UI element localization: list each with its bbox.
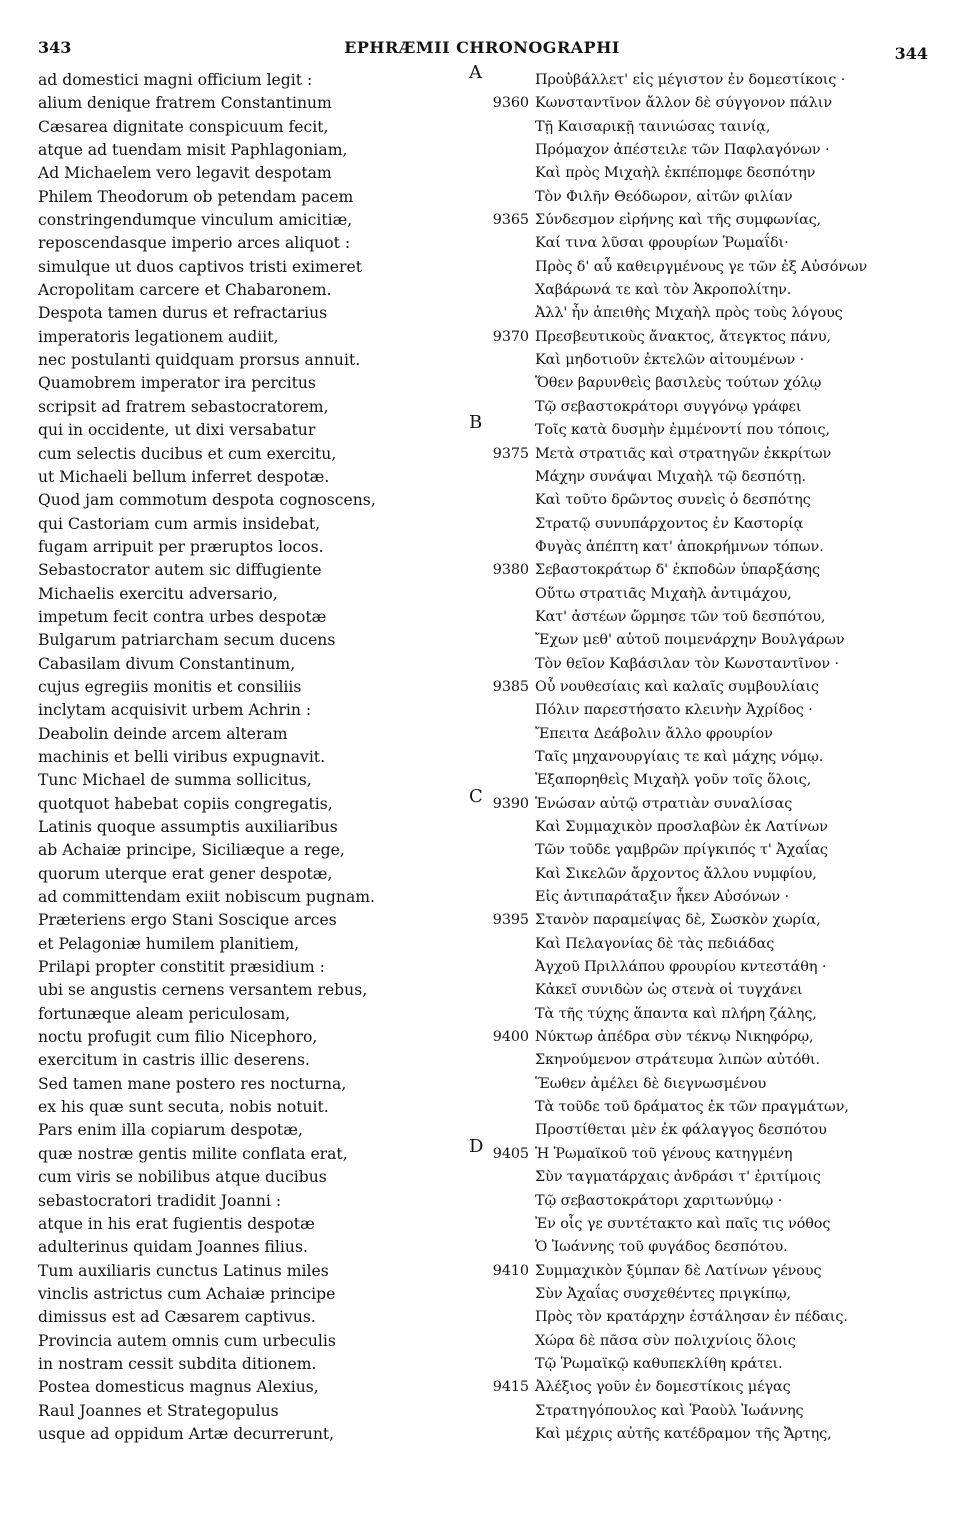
greek-line <box>535 839 955 862</box>
greek-line <box>535 1283 955 1306</box>
line-number: 9390 <box>492 795 529 812</box>
greek-line-text: Οὕτω στρατιᾶς Μιχαὴλ ἀντιμάχου, <box>535 585 792 602</box>
greek-line-text: Ἔχων μεθ' αὑτοῦ ποιμενάρχην Βουλγάρων <box>535 632 845 649</box>
greek-line <box>535 886 955 909</box>
greek-line-text: Τοῖς κατὰ δυσμὴν ἐμμένοντί που τόποις, <box>535 422 830 439</box>
greek-line <box>535 116 955 139</box>
greek-line-text: Τῶν τοῦδε γαμβρῶν πρίγκιπός τ' Ἀχαΐας <box>535 842 828 859</box>
latin-line: Sebastocrator autem sic diffugiente <box>38 561 322 580</box>
greek-line-text: Σὺν Ἀχαΐας συσχεθέντες πριγκίπῳ, <box>535 1285 791 1302</box>
latin-line: adulterinus quidam Joannes filius. <box>38 1238 308 1257</box>
greek-line-text: Ταῖς μηχανουργίαις τε καὶ μάχης νόμῳ. <box>535 748 824 765</box>
line-number: 9395 <box>492 912 529 929</box>
greek-line <box>535 1306 955 1329</box>
greek-line <box>535 746 955 769</box>
greek-line-text: Καὶ Πελαγονίας δὲ τὰς πεδιάδας <box>535 935 775 952</box>
greek-line <box>535 186 955 209</box>
greek-line <box>492 1376 955 1399</box>
greek-line-text: Τῷ σεβαστοκράτορι χαριτωνύμῳ · <box>535 1192 783 1209</box>
latin-line: fugam arripuit per præruptos locos. <box>38 537 324 556</box>
greek-line <box>535 769 955 792</box>
page-number-right: 344 <box>894 44 928 63</box>
latin-line: Ad Michaelem vero legavit despotam <box>38 164 332 183</box>
greek-line-text: Καὶ τοῦτο δρῶντος συνεὶς ὁ δεσπότης <box>535 492 811 509</box>
latin-column <box>38 69 478 1446</box>
latin-line: Cæsarea dignitate conspicuum fecit, <box>38 117 329 136</box>
greek-line <box>492 326 955 349</box>
greek-line <box>535 466 955 489</box>
greek-line <box>535 396 955 419</box>
greek-line <box>535 256 955 279</box>
latin-line: quorum uterque erat gener despotæ, <box>38 864 333 883</box>
greek-line <box>535 1213 955 1236</box>
greek-line <box>535 1073 955 1096</box>
latin-line: vinclis astrictus cum Achaiæ principe <box>38 1284 336 1303</box>
latin-line: machinis et belli viribus expugnavit. <box>38 747 326 766</box>
greek-line-text: Μετὰ στρατιᾶς καὶ στρατηγῶν ἐκκρίτων <box>535 445 832 462</box>
latin-line: Tum auxiliaris cunctus Latinus miles <box>38 1261 329 1280</box>
latin-line: Tunc Michael de summa sollicitus, <box>38 771 312 790</box>
latin-line: quotquot habebat copiis congregatis, <box>38 794 333 813</box>
latin-line: Præteriens ergo Stani Soscique arces <box>38 911 337 930</box>
greek-line-text: Φυγὰς ἀπέπτη κατ' ἀποκρήμνων τόπων. <box>535 538 824 555</box>
latin-line: Despota tamen durus et refractarius <box>38 304 328 323</box>
greek-line <box>535 279 955 302</box>
latin-line: cujus egregiis monitis et consiliis <box>38 677 302 696</box>
greek-line-text: Καὶ μέχρις αὐτῆς κατέδραμον τῆς Ἄρτης, <box>535 1425 832 1442</box>
latin-line: qui Castoriam cum armis insidebat, <box>38 514 321 533</box>
greek-line <box>535 956 955 979</box>
greek-line-text: Χώρα δὲ πᾶσα σὺν πολιχνίοις ὅλοις <box>535 1332 796 1349</box>
greek-line <box>535 1353 955 1376</box>
latin-line: Prilapi propter constitit præsidium : <box>38 958 325 977</box>
latin-line: Acropolitam carcere et Chabaronem. <box>38 281 332 300</box>
greek-line-text: Τῷ σεβαστοκράτορι συγγόνῳ γράφει <box>535 398 802 415</box>
greek-line <box>535 699 955 722</box>
greek-line <box>492 559 955 582</box>
page-number-left: 343 <box>38 38 72 57</box>
greek-line <box>492 443 955 466</box>
greek-line <box>535 1003 955 1026</box>
latin-line: Philem Theodorum ob petendam pacem <box>38 187 354 206</box>
greek-line <box>492 1260 955 1283</box>
greek-line-text: Συμμαχικὸν ξύμπαν δὲ Λατίνων γένους <box>535 1262 822 1279</box>
greek-line <box>535 1400 955 1423</box>
latin-line: cum viris se nobilibus atque ducibus <box>38 1168 327 1187</box>
greek-line-text: Σκηνούμενον στράτευμα λιπὼν αὐτόθι. <box>535 1052 821 1069</box>
greek-line-text: Χαβάρωνά τε καὶ τὸν Ἀκροπολίτην. <box>535 282 792 299</box>
greek-line-text: Καὶ Σικελῶν ἄρχοντος ἄλλου νυμφίου, <box>535 865 817 882</box>
greek-line-text: Καὶ μηδοτιοῦν ἐκτελῶν αἰτουμένων · <box>535 352 805 369</box>
greek-line <box>535 513 955 536</box>
section-marker: A <box>469 62 482 83</box>
section-marker: C <box>469 785 483 807</box>
latin-line: sebastocratori tradidit Joanni : <box>38 1191 282 1210</box>
greek-line <box>535 933 955 956</box>
latin-line: cum selectis ducibus et cum exercitu, <box>38 444 337 463</box>
latin-line: noctu profugit cum filio Nicephoro, <box>38 1028 318 1047</box>
greek-line-text: Ὅθεν βαρυνθεὶς βασιλεὺς τούτων χόλῳ <box>535 375 822 392</box>
greek-line <box>469 62 955 92</box>
line-number: 9370 <box>492 328 529 345</box>
latin-line: simulque ut duos captivos tristi eximeret <box>38 257 362 276</box>
greek-line-text: Πρὸς δ' αὖ καθειργμένους γε τῶν ἐξ Αὐσόνων <box>535 258 868 275</box>
greek-line <box>535 1166 955 1189</box>
greek-line <box>535 489 955 512</box>
greek-line <box>492 909 955 932</box>
greek-line <box>535 606 955 629</box>
greek-line <box>535 723 955 746</box>
greek-line <box>535 162 955 185</box>
greek-line <box>535 232 955 255</box>
latin-line: dimissus est ad Cæsarem captivus. <box>38 1308 316 1327</box>
latin-line: inclytam acquisivit urbem Achrin : <box>38 701 312 720</box>
latin-line: usque ad oppidum Artæ decurrerunt, <box>38 1424 335 1443</box>
latin-line: nec postulanti quidquam prorsus annuit. <box>38 351 361 370</box>
greek-line-text: Τὰ τῆς τύχης ἅπαντα καὶ πλήρη ζάλης, <box>535 1005 817 1022</box>
latin-line: reposcendasque imperio arces aliquot : <box>38 234 351 253</box>
line-number: 9400 <box>492 1029 529 1046</box>
greek-line <box>535 1423 955 1446</box>
latin-line: ex his quæ sunt secuta, nobis notuit. <box>38 1098 329 1117</box>
greek-line <box>535 1190 955 1213</box>
greek-line-text: Τῇ Καισαρικῇ ταινιώσας ταινίᾳ, <box>535 118 771 135</box>
greek-line <box>535 816 955 839</box>
greek-line-text: Τὸν θεῖον Καβάσιλαν τὸν Κωνσταντῖνον · <box>535 655 840 672</box>
line-number: 9405 <box>492 1145 529 1162</box>
section-marker: D <box>469 1135 484 1157</box>
line-number: 9365 <box>492 212 529 229</box>
latin-line: Sed tamen mane postero res nocturna, <box>38 1074 347 1093</box>
greek-line <box>535 1236 955 1259</box>
latin-line: imperatoris legationem audiit, <box>38 327 279 346</box>
greek-line <box>535 653 955 676</box>
greek-line <box>535 979 955 1002</box>
latin-line: Raul Joannes et Strategopulus <box>38 1401 279 1420</box>
greek-line <box>535 1119 955 1142</box>
greek-line-text: Ἑνώσαν αὐτῷ στρατιὰν συναλίσας <box>535 795 793 812</box>
greek-line <box>535 139 955 162</box>
greek-line <box>535 1096 955 1119</box>
latin-line: quæ nostræ gentis milite conflata erat, <box>38 1144 348 1163</box>
greek-line-text: Στανὸν παραμείψας δὲ, Σωσκὸν χωρία, <box>535 912 821 929</box>
latin-line: fortunæque aleam periculosam, <box>38 1004 291 1023</box>
greek-line-text: Ἐν οἷς γε συντέτακτο καὶ παῖς τις νόθος <box>535 1215 831 1232</box>
latin-line: ad domestici magni officium legit : <box>38 71 313 89</box>
latin-line: Quamobrem imperator ira percitus <box>38 374 316 393</box>
latin-line: Pars enim illa copiarum despotæ, <box>38 1121 303 1140</box>
greek-line <box>535 1330 955 1353</box>
latin-line: Deabolin deinde arcem alteram <box>38 724 288 743</box>
greek-line-text: Στρατηγόπουλος καὶ Ῥαοὺλ Ἰωάννης <box>535 1402 804 1419</box>
section-marker: B <box>469 412 483 434</box>
latin-line: Cabasilam divum Constantinum, <box>38 654 296 673</box>
greek-line-text: Στρατῷ συνυπάρχοντος ἐν Καστορίᾳ <box>535 515 804 532</box>
latin-line: ubi se angustis cernens versantem rebus, <box>38 981 368 1000</box>
greek-line <box>469 785 955 816</box>
greek-line-text: Εἰς ἀντιπαράταξιν ἧκεν Αὐσόνων · <box>535 889 789 906</box>
latin-line: Bulgarum patriarcham secum ducens <box>38 631 336 650</box>
line-number: 9380 <box>492 562 529 579</box>
greek-line-text: Τὸν Φιλῆν Θεόδωρον, αἰτῶν φιλίαν <box>535 188 793 205</box>
greek-line-text: Σὺν ταγματάρχαις ἀνδράσι τ' ἐριτίμοις <box>535 1169 821 1186</box>
latin-line: atque in his erat fugientis despotæ <box>38 1214 315 1233</box>
greek-line <box>535 863 955 886</box>
greek-line <box>492 92 955 115</box>
greek-line <box>469 1135 955 1166</box>
greek-line-text: Ἀγχοῦ Πριλλάπου φρουρίου κντεστάθη · <box>535 959 827 976</box>
greek-line-text: Πρεσβευτικοὺς ἄνακτος, ἄτεγκτος πάνυ, <box>535 328 832 345</box>
latin-line: atque ad tuendam misit Paphlagoniam, <box>38 141 348 160</box>
greek-line-text: Κἀκεῖ συνιδὼν ὡς στενὰ οἱ τυγχάνει <box>535 982 803 999</box>
page-header <box>0 38 964 62</box>
greek-line <box>535 1049 955 1072</box>
greek-column <box>469 62 955 1446</box>
greek-line-text: Προὐβάλλετ' εἰς μέγιστον ἐν δομεστίκοις · <box>535 72 846 88</box>
greek-line-text: Ἐξαπορηθεὶς Μιχαὴλ γοῦν τοῖς ὅλοις, <box>535 772 812 789</box>
greek-line-text: Ἡ Ῥωμαϊκοῦ τοῦ γένους κατηγμένη <box>535 1145 793 1162</box>
greek-line-text: Καὶ πρὸς Μιχαὴλ ἐκπέπομφε δεσπότην <box>535 165 816 182</box>
latin-line: exercitum in castris illic deserens. <box>38 1051 310 1070</box>
latin-line: Postea domesticus magnus Alexius, <box>38 1378 319 1397</box>
greek-line <box>535 372 955 395</box>
greek-line-text: Τῷ Ῥωμαϊκῷ καθυπεκλίθη κράτει. <box>535 1355 783 1372</box>
latin-line: constringendumque vinculum amicitiæ, <box>38 211 353 230</box>
greek-line <box>535 629 955 652</box>
greek-line-text: Καί τινα λῦσαι φρουρίων Ῥωμαΐδι· <box>535 235 789 252</box>
greek-line-text: Πόλιν παρεστήσατο κλεινὴν Ἀχρίδος · <box>535 702 813 719</box>
greek-line-text: Τὰ τοῦδε τοῦ δράματος ἐκ τῶν πραγμάτων, <box>535 1099 849 1116</box>
latin-line: alium denique fratrem Constantinum <box>38 94 332 113</box>
line-number: 9375 <box>492 445 529 462</box>
latin-line: Quod jam commotum despota cognoscens, <box>38 491 376 510</box>
line-number: 9415 <box>492 1379 529 1396</box>
line-number: 9385 <box>492 678 529 695</box>
latin-line: qui in occidente, ut dixi versabatur <box>38 421 316 440</box>
greek-line-text: Καὶ Συμμαχικὸν προσλαβὼν ἐκ Λατίνων <box>535 819 828 835</box>
greek-line-text: Ἀλέξιος γοῦν ἐν δομεστίκοις μέγας <box>535 1379 791 1396</box>
greek-line <box>535 349 955 372</box>
latin-line: ab Achaiæ principe, Siciliæque a rege, <box>38 841 345 860</box>
greek-line-text: Σύνδεσμον εἰρήνης καὶ τῆς συμφωνίας, <box>535 212 822 229</box>
running-title: EPHRÆMII CHRONOGRAPHI <box>344 38 620 57</box>
greek-line-text: Σεβαστοκράτωρ δ' ἐκποδὼν ὑπαρξάσης <box>535 562 820 579</box>
latin-line: Michaelis exercitu adversario, <box>38 584 278 603</box>
greek-line <box>535 583 955 606</box>
line-number: 9360 <box>492 95 529 112</box>
greek-line-text: Κατ' ἀστέων ὥρμησε τῶν τοῦ δεσπότου, <box>535 608 826 625</box>
greek-line-text: Ὁ Ἰωάννης τοῦ φυγάδος δεσπότου. <box>535 1239 788 1256</box>
greek-line <box>492 209 955 232</box>
greek-line <box>535 536 955 559</box>
greek-line-text: Νύκτωρ ἀπέδρα σὺν τέκνῳ Νικηφόρῳ, <box>535 1029 814 1046</box>
greek-line-text: Ἕωθεν ἀμέλει δὲ διεγνωσμένου <box>535 1075 767 1092</box>
greek-line <box>492 1026 955 1049</box>
greek-line-text: Πρὸς τὸν κρατάρχην ἐστάλησαν ἐν πέδαις. <box>535 1309 848 1326</box>
greek-line <box>492 676 955 699</box>
latin-line: ad committendam exiit nobiscum pugnam. <box>38 888 375 907</box>
latin-line: et Pelagoniæ humilem planitiem, <box>38 934 300 953</box>
greek-line <box>535 302 955 325</box>
line-number: 9410 <box>492 1262 529 1279</box>
greek-line-text: Οὗ νουθεσίαις καὶ καλαῖς συμβουλίαις <box>535 678 819 695</box>
greek-line <box>469 412 955 442</box>
greek-line-text: Κωνσταντῖνον ἄλλον δὲ σύγγονον πάλιν <box>535 95 832 112</box>
greek-line-text: Προστίθεται μὲν ἐκ φάλαγγος δεσπότου <box>535 1122 827 1139</box>
greek-line-text: Ἀλλ' ἦν ἀπειθὴς Μιχαὴλ πρὸς τοὺς λόγους <box>535 305 843 322</box>
greek-line-text: Μάχην συνάψαι Μιχαὴλ τῷ δεσπότῃ. <box>535 468 806 485</box>
greek-line-text: Πρόμαχον ἀπέστειλε τῶν Παφλαγόνων · <box>535 142 830 159</box>
greek-line-text: Ἔπειτα Δεάβολιν ἄλλο φρουρίον <box>535 725 773 742</box>
latin-line: scripsit ad fratrem sebastocratorem, <box>38 397 329 416</box>
latin-line: Latinis quoque assumptis auxiliaribus <box>38 818 338 836</box>
latin-line: Provincia autem omnis cum urbeculis <box>38 1331 336 1350</box>
latin-line: in nostram cessit subdita ditionem. <box>38 1354 317 1373</box>
latin-line: impetum fecit contra urbes despotæ <box>38 607 327 626</box>
latin-line: ut Michaeli bellum inferret despotæ. <box>38 467 330 486</box>
